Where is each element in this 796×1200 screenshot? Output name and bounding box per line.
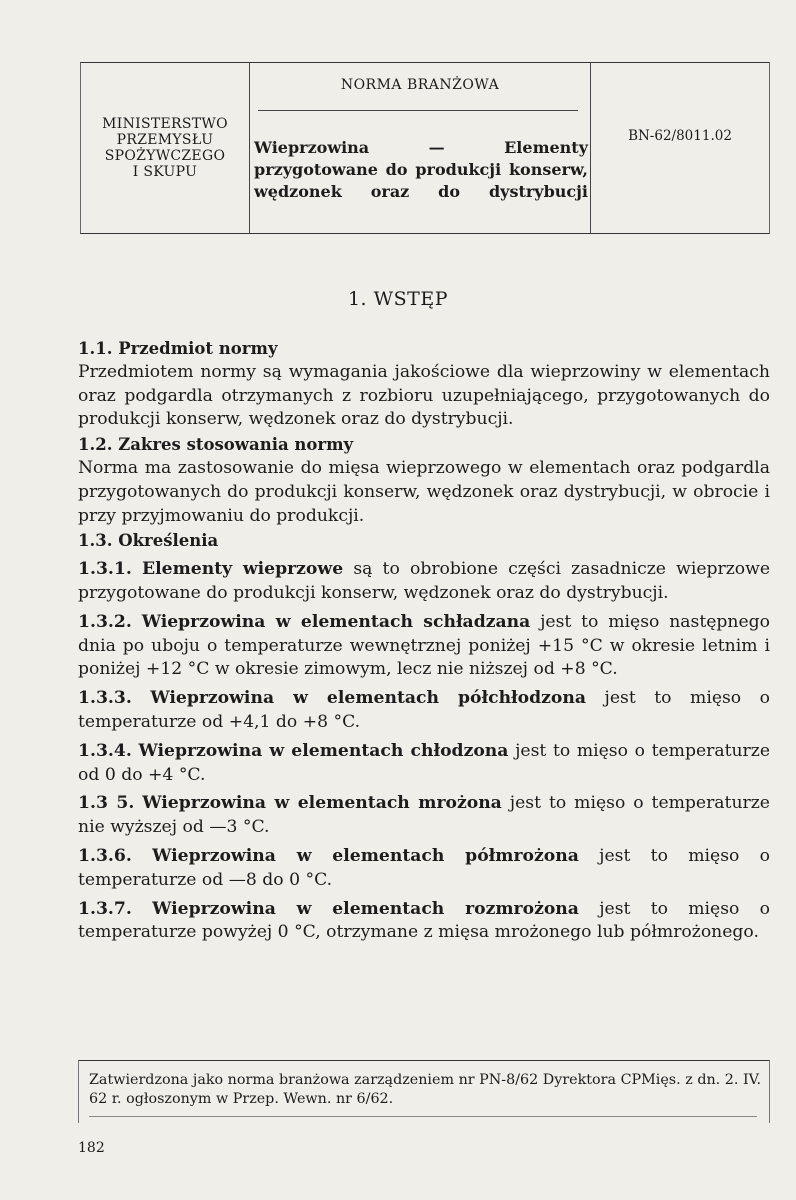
- divider: [258, 110, 578, 111]
- definition-number: 1.3.6.: [78, 845, 132, 866]
- definition-text: jest to mięso następnego dnia po uboju o temperaturze wewnętrznej poniżej +15 °C w okresie letnim i poniżej +12 °C w okresie zimowym, lecz nie niższej od +8 °C.: [78, 611, 771, 680]
- definition-number: 1.3.4.: [78, 740, 132, 761]
- document-body: [78, 336, 770, 945]
- ministry-line: I SKUPU: [132, 164, 198, 180]
- divider: [89, 1116, 757, 1117]
- definition-number: 1.3.1.: [78, 559, 132, 580]
- definition-item: [78, 611, 770, 682]
- document-title: Wieprzowina — Elementy przygotowane do produkcji konserw, wędzonek oraz do dystrybucji: [254, 138, 588, 201]
- page-number: 182: [78, 1140, 105, 1156]
- paragraph: Norma ma zastosowanie do mięsa wieprzowego w elementach oraz podgardla przygotowanych do produkcji konserw, wędzonek oraz dystrybucji, w obrocie i przy przyjmowaniu do produkcji.: [78, 457, 770, 526]
- definition-number: 1.3.2.: [78, 611, 132, 632]
- approval-footnote: [78, 1060, 770, 1123]
- definition-term: Wieprzowina w elementach mrożona: [142, 793, 502, 814]
- definition-text: jest to mięso o temperaturze nie wyższej od —3 °C.: [78, 793, 770, 838]
- definition-item: [78, 898, 770, 946]
- ministry-line: SPOŻYWCZEGO: [104, 148, 226, 164]
- subsection-heading: 1.2. Zakres stosowania normy: [78, 435, 354, 455]
- ministry-cell: [81, 63, 250, 233]
- definition-item: [78, 687, 770, 735]
- definition-term: Wieprzowina w elementach rozmrożona: [152, 898, 579, 919]
- definition-number: 1.3.7.: [78, 898, 132, 919]
- definition-text: jest to mięso o temperaturze od +4,1 do +8 °C.: [78, 688, 771, 732]
- norma-label: NORMA BRANŻOWA: [340, 77, 500, 93]
- code-cell: [591, 63, 769, 233]
- section-title: 1. WSTĘP: [347, 288, 449, 310]
- paragraph: Przedmiotem normy są wymagania jakościowe dla wieprzowiny w elementach oraz podgardla otrzymanych z rozbioru uzupełniającego, przygotowanych do produkcji konserw, wędzonek oraz do dystrybucji.: [78, 361, 770, 430]
- definition-text: jest to mięso o temperaturze od 0 do +4 °C.: [78, 740, 771, 785]
- ministry-line: PRZEMYSŁU: [116, 132, 214, 148]
- definition-item: [78, 740, 770, 788]
- subsection-heading: 1.1. Przedmiot normy: [78, 339, 278, 358]
- definition-text: są to obrobione części zasadnicze wieprzowe przygotowane do produkcji konserw, wędzonek oraz do dystrybucji.: [78, 559, 770, 603]
- definition-term: Wieprzowina w elementach schładzana: [141, 611, 531, 632]
- definition-term: Wieprzowina w elementach półchłodzona: [150, 688, 587, 709]
- definition-item: [78, 558, 770, 606]
- definition-number: 1.3.3.: [78, 688, 132, 709]
- definition-item: [78, 792, 770, 840]
- ministry-line: MINISTERSTWO: [102, 116, 228, 132]
- definition-number: 1.3 5.: [78, 793, 135, 814]
- title-cell: [250, 63, 591, 233]
- definition-term: Wieprzowina w elementach półmrożona: [152, 845, 579, 866]
- footnote-text: Zatwierdzona jako norma branżowa zarządzeniem nr PN-8/62 Dyrektora CPMięs. z dn. 2. IV. 62 r. ogłoszonym w Przep. Wewn. nr 6/62.: [89, 1072, 761, 1107]
- definition-term: Wieprzowina w elementach chłodzona: [138, 740, 509, 761]
- definition-term: Elementy wieprzowe: [142, 559, 344, 580]
- definition-text: jest to mięso o temperaturze powyżej 0 °C, otrzymane z mięsa mrożonego lub półmrożonego.: [78, 898, 770, 943]
- subsection-heading: 1.3. Określenia: [78, 531, 219, 551]
- definition-text: jest to mięso o temperaturze od —8 do 0 °C.: [78, 845, 771, 890]
- norm-code: BN-62/8011.02: [628, 128, 732, 144]
- header-table: [80, 62, 770, 234]
- definition-item: [78, 845, 770, 893]
